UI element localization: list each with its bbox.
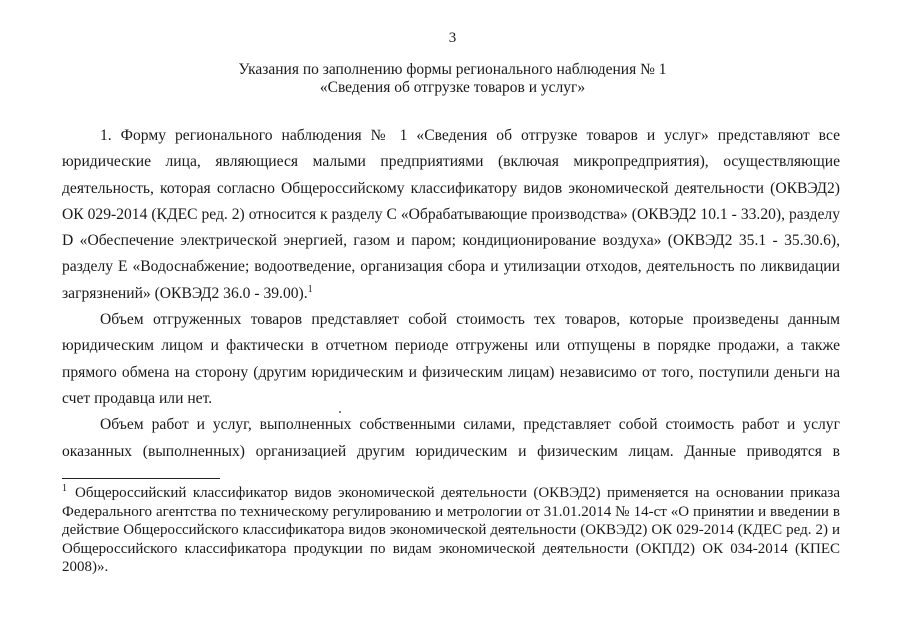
- document-body: [62, 123, 840, 465]
- footnote-text: Общероссийский классификатор видов экономической деятельности (ОКВЭД2) применяется на основании приказа Федерального агентства по техническому регулированию и метрологии от 31.01.2014 № 14-ст «О принятии и введении в действие Общероссийского классификатора видов экономической деятельности (ОКВЭД2) ОК 029-2014 (КДЕС ред. 2) и Общероссийского классификатора продукции по видам экономической деятельности (ОКПД2) ОК 034-2014 (КПЕС 2008)».: [62, 485, 840, 576]
- paragraph-3: Объем работ и услуг, выполненных собственными силами, представляет собой стоимость работ и услуг оказанных (выполненных) организацией другим юридическим и физическим лицам. Данные приводятся в: [62, 416, 840, 460]
- scan-speck: [339, 411, 341, 413]
- paragraph-1-text: 1. Форму регионального наблюдения № 1 «Сведения об отгрузке товаров и услуг» представляют все юридические лица, являющиеся малыми предприятиями (включая микропредприятия), осуществляющие деятельность, которая согласно Общероссийскому классификатору видов экономической деятельности (ОКВЭД2) ОК 029-2014 (КДЕС ред. 2) относится к разделу С «Обрабатывающие производства» (ОКВЭД2 10.1 - 33.20), разделу D «Обеспечение электрической энергией, газом и паром; кондиционирование воздуха» (ОКВЭД2 35.1 - 35.30.6), разделу E «Водоснабжение; водоотведение, организация сбора и утилизации отходов, деятельность по ликвидации загрязнений» (ОКВЭД2 36.0 - 39.00).: [62, 127, 840, 302]
- title-line-1: Указания по заполнению формы регионального наблюдения № 1: [238, 61, 667, 78]
- footnote-reference: 1: [307, 283, 313, 295]
- page-number: 3: [448, 30, 457, 46]
- footnote-divider: [62, 478, 220, 479]
- title-line-2: «Сведения об отгрузке товаров и услуг»: [319, 79, 586, 96]
- document-title: [0, 61, 905, 97]
- footnote: [62, 484, 840, 577]
- paragraph-1: [62, 123, 840, 307]
- paragraph-2: Объем отгруженных товаров представляет собой стоимость тех товаров, которые произведены данным юридическим лицом и фактически в отчетном периоде отгружены или отпущены в порядке продажи, а также прямого обмена на сторону (другим юридическим и физическим лицам) независимо от того, поступили деньги на счет продавца или нет.: [62, 311, 840, 407]
- footnote-mark: 1: [62, 483, 67, 494]
